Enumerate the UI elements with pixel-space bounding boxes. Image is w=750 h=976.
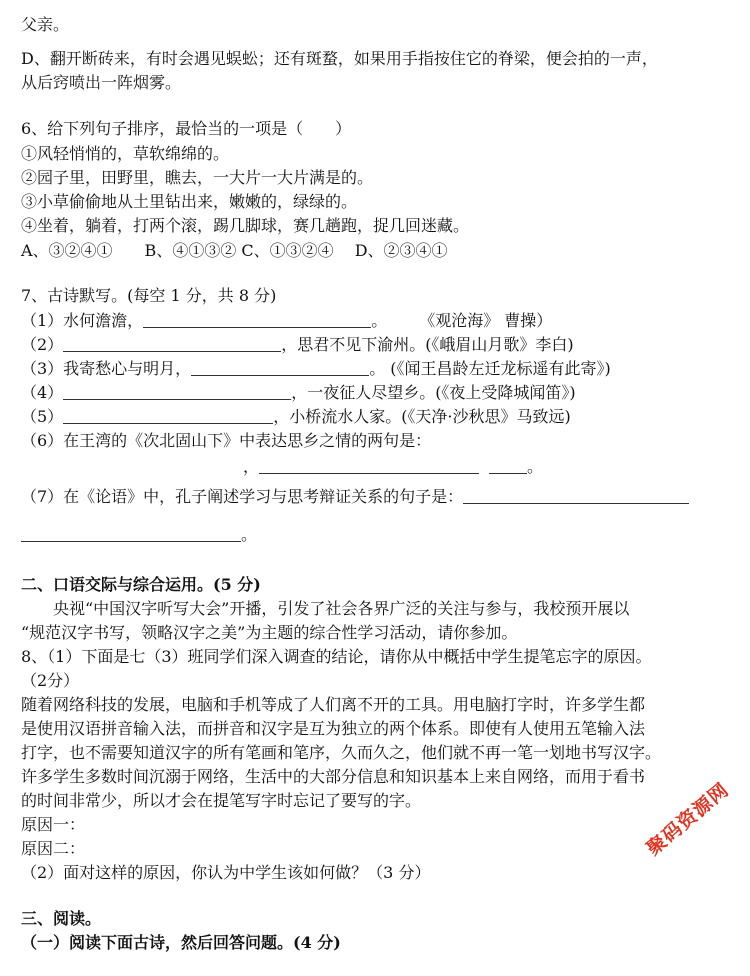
question-8-part-1: 8、（1）下面是七（3）班同学们深入调查的结论，请你从中概括中学生提笔忘字的原因。 — [21, 647, 652, 666]
answer-options: A、③②④① B、④①③② C、①③②④ D、②③④① — [21, 241, 448, 260]
question-8-points: （2分） — [21, 671, 80, 690]
poem-item-7-continued: 。 — [21, 524, 257, 546]
reason-two: 原因二： — [21, 839, 86, 858]
poem-item-6: （6）在王湾的《次北固山下》中表达思乡之情的两句是： — [21, 431, 432, 450]
paragraph-line: 随着网络科技的发展，电脑和手机等成了人们离不开的工具。用电脑打字时，许多学生都 — [21, 695, 646, 714]
answer-blank[interactable] — [21, 525, 241, 542]
poem-item-5: （5） ，小桥流水人家。(《天净·沙秋思》马致远) — [21, 407, 571, 426]
text-line: 从后窍喷出一阵烟雾。 — [21, 73, 182, 92]
paragraph-line: 打字，也不需要知道汉字的所有笔画和笔序，久而久之，他们就不再一笔一划地书写汉字。 — [21, 743, 662, 762]
sentence-2: ②园子里，田野里，瞧去，一大片一大片满是的。 — [21, 168, 374, 187]
poem-item-7: （7）在《论语》中，孔子阐述学习与思考辩证关系的句子是： — [21, 486, 689, 508]
poem-item-1: （1）水何澹澹， 。 《观沧海》 曹操） — [21, 311, 553, 330]
section-3-subheading: （一）阅读下面古诗，然后回答问题。(4 分) — [21, 933, 341, 952]
paragraph-line: 的时间非常少，所以才会在提笔写字时忘记了要写的字。 — [21, 791, 422, 810]
paragraph-line: 许多学生多数时间沉溺于网络，生活中的大部分信息和知识基本上来自网络，而用于看书 — [21, 767, 646, 786]
question-7: 7、古诗默写。(每空 1 分，共 8 分) — [21, 286, 277, 305]
poem-item-3: （3）我寄愁心与明月， 。 (《闻王昌龄左迁龙标遥有此寄》) — [21, 359, 611, 378]
poem-item-2: （2） ，思君不见下渝州。(《峨眉山月歌》李白) — [21, 335, 574, 354]
answer-blank[interactable] — [489, 457, 527, 474]
sentence-4: ④坐着，躺着，打两个滚，踢几脚球，赛几趟跑，捉几回迷藏。 — [21, 216, 470, 235]
poem-item-6-blanks: ， 。 — [243, 457, 544, 476]
section-2-heading: 二、口语交际与综合运用。(5 分) — [21, 575, 261, 594]
sentence-1: ①风轻悄悄的，草软绵绵的。 — [21, 144, 230, 163]
paragraph-line: 央视“中国汉字听写大会”开播，引发了社会各界广泛的关注与参与，我校预开展以 — [21, 599, 630, 618]
answer-blank[interactable] — [259, 457, 479, 474]
answer-blank[interactable] — [63, 407, 273, 424]
answer-blank[interactable] — [143, 311, 371, 328]
question-6: 6、给下列句子排序，最恰当的一项是（ ） — [21, 119, 352, 138]
answer-blank[interactable] — [63, 335, 281, 352]
text-line: D、翻开断砖来，有时会遇见蜈蚣；还有斑蝥，如果用手指按住它的脊梁，便会拍的一声， — [21, 49, 658, 68]
paragraph-line: “规范汉字书写，领略汉字之美”为主题的综合性学习活动，请你参加。 — [21, 623, 518, 642]
paragraph-line: 是使用汉语拼音输入法，而拼音和汉字是互为独立的两个体系。即使有人使用五笔输入法 — [21, 719, 646, 738]
sentence-3: ③小草偷偷地从土里钻出来，嫩嫩的，绿绿的。 — [21, 192, 358, 211]
reason-one: 原因一： — [21, 815, 86, 834]
section-3-heading: 三、阅读。 — [21, 909, 102, 928]
poem-item-4: （4） ，一夜征人尽望乡。(《夜上受降城闻笛》) — [21, 383, 576, 402]
question-8-part-2: （2）面对这样的原因，你认为中学生该如何做？（3 分） — [21, 863, 431, 882]
answer-blank[interactable] — [463, 487, 689, 504]
text-line: 父亲。 — [21, 15, 70, 34]
watermark: 聚码资源网 — [642, 778, 734, 860]
answer-blank[interactable] — [191, 359, 369, 376]
answer-blank[interactable] — [63, 383, 291, 400]
